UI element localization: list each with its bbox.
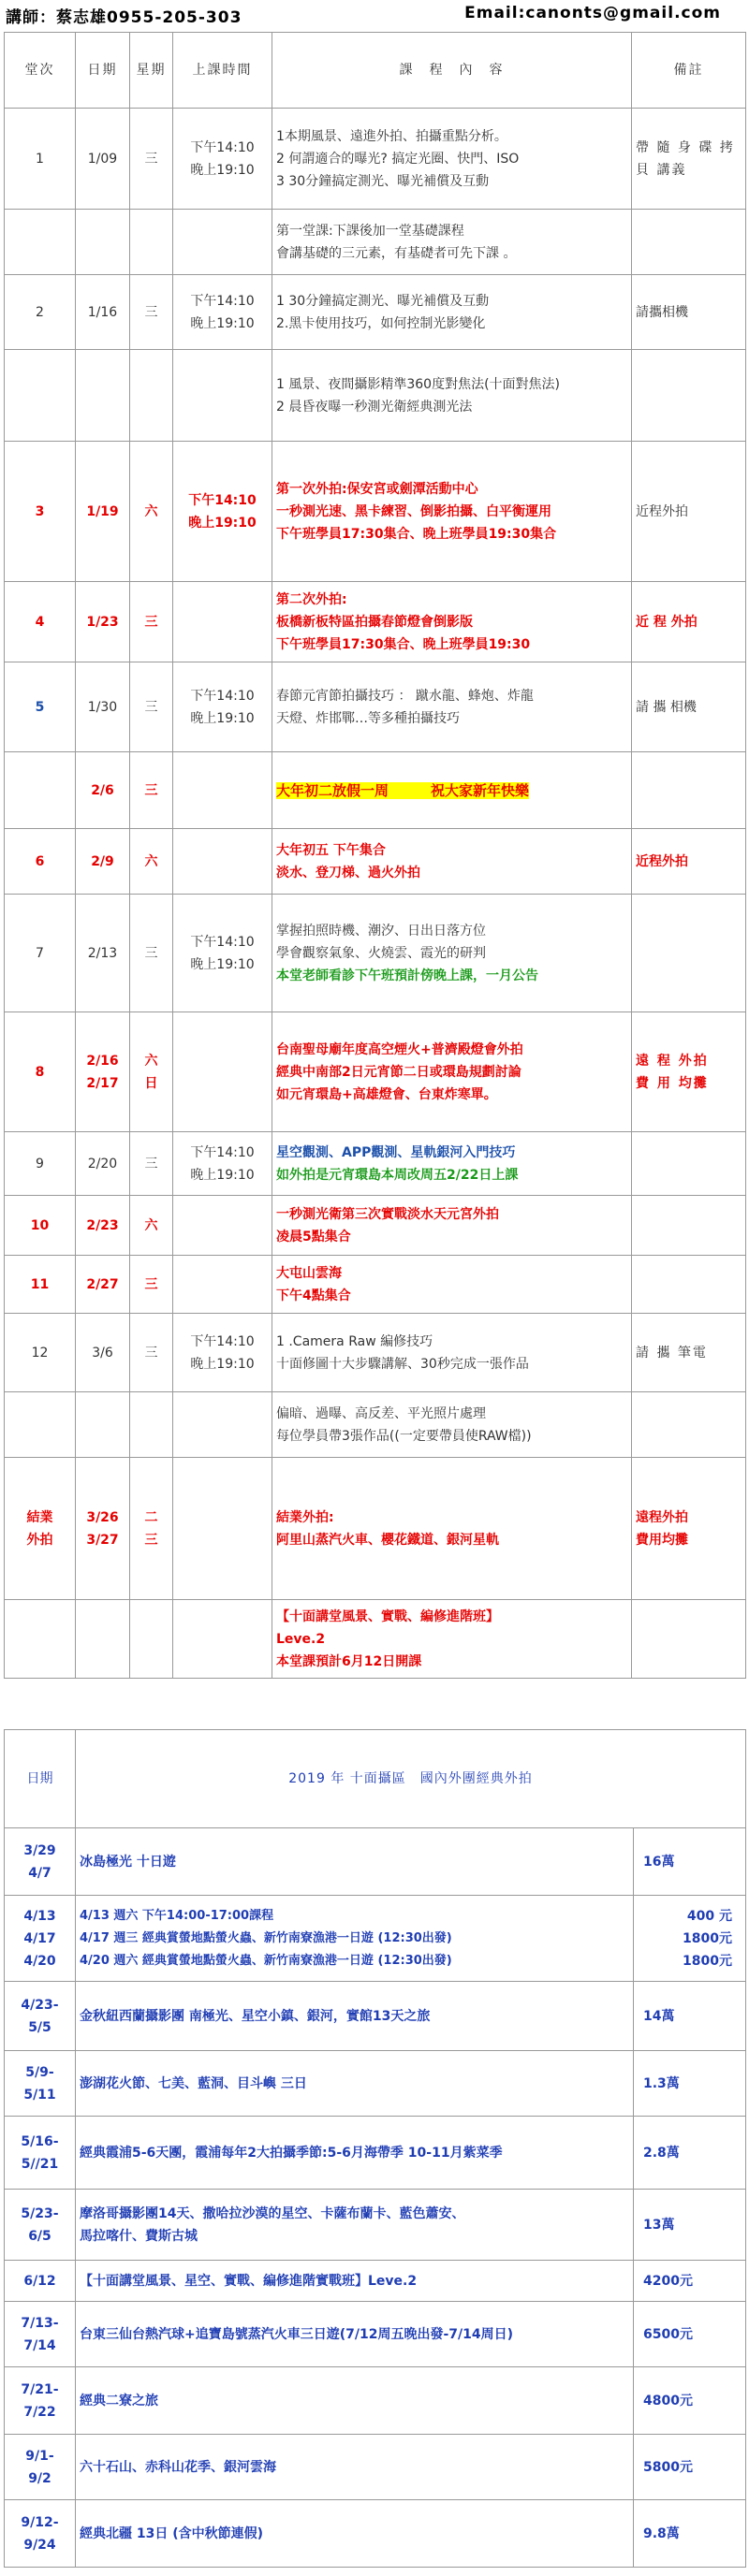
tour-price: 6500元 — [634, 2302, 746, 2367]
lesson-content: 春節元宵節拍攝技巧 ： 蹴水龍、蜂炮、炸龍 天燈、炸邯鄲…等多種拍攝技巧 — [272, 662, 632, 752]
tour-schedule-table — [4, 1729, 746, 2568]
lesson-announcement: 如外拍是元宵環島本周改周五2/22日上課 — [276, 1167, 519, 1183]
tour-date: 3/29 4/7 — [5, 1828, 76, 1896]
tour-row — [5, 2261, 746, 2302]
tour-content: 經典二寮之旅 — [76, 2367, 634, 2435]
lesson-content: 第二次外拍: 板橋新板特區拍攝春節燈會倒影版 下午班學員17:30集合、晚上班學員19:30 — [272, 582, 632, 662]
lesson-content-cell — [272, 895, 632, 1012]
holiday-notice: 大年初二放假一周 祝大家新年快樂 — [276, 781, 530, 799]
tour-price: 9.8萬 — [634, 2500, 746, 2568]
course-row — [5, 275, 746, 350]
course-row — [5, 662, 746, 752]
lesson-date: 2/20 — [76, 1132, 130, 1196]
lesson-day: 三 — [130, 275, 173, 350]
tour-date: 9/1- 9/2 — [5, 2435, 76, 2500]
lesson-content: 台南聖母廟年度高空煙火+普濟殿燈會外拍 經典中南部2日元宵節二日或環島規劃討論 如元宵環島+高雄燈會、台東炸寒單。 — [272, 1012, 632, 1132]
tour-date: 5/23- 6/5 — [5, 2190, 76, 2261]
tour-content: 金秋紐西蘭攝影團 南極光、星空小鎮、銀河，實館13天之旅 — [76, 1982, 634, 2051]
tour-price: 4200元 — [634, 2261, 746, 2302]
lesson-date: 1/23 — [76, 582, 130, 662]
lesson-note: 遠程外拍 費用均攤 — [632, 1458, 746, 1600]
lesson-date: 2/13 — [76, 895, 130, 1012]
lesson-date: 3/6 — [76, 1314, 130, 1392]
lesson-day: 三 — [130, 1314, 173, 1392]
course-row — [5, 895, 746, 1012]
course-row — [5, 582, 746, 662]
lesson-day: 三 — [130, 752, 173, 829]
tour-content: 【十面講堂風景、星空、實戰、編修進階實戰班】Leve.2 — [76, 2261, 634, 2302]
lesson-no: 8 — [5, 1012, 76, 1132]
lesson-note: 近 程 外拍 — [632, 582, 746, 662]
course-row — [5, 1012, 746, 1132]
col-content: 課 程 內 容 — [272, 33, 632, 109]
col-time: 上課時間 — [173, 33, 272, 109]
course-header-row — [5, 33, 746, 109]
tour-title: 2019 年 十面攝區 國內外團經典外拍 — [76, 1730, 746, 1828]
course-row — [5, 1196, 746, 1256]
lesson-time: 下午14:10 晚上19:10 — [173, 442, 272, 582]
lesson-no: 11 — [5, 1256, 76, 1314]
course-row — [5, 1256, 746, 1314]
lesson-no: 10 — [5, 1196, 76, 1256]
lesson-day: 三 — [130, 1132, 173, 1196]
lesson-date: 2/6 — [76, 752, 130, 829]
lesson-content: 1 .Camera Raw 編修技巧 十面修圖十大步驟講解、30秒完成一張作品 — [272, 1314, 632, 1392]
lesson-no: 5 — [5, 662, 76, 752]
lesson-content: 1本期風景、遠進外拍、拍攝重點分析。 2 何謂適合的曝光? 搞定光圈、快門、ISO 3 30分鐘搞定測光、曝光補償及互動 — [272, 109, 632, 210]
lesson-time: 下午14:10 晚上19:10 — [173, 662, 272, 752]
course-row — [5, 1458, 746, 1600]
lesson-day: 三 — [130, 662, 173, 752]
lesson-day: 六 日 — [130, 1012, 173, 1132]
lesson-day: 六 — [130, 829, 173, 895]
col-lesson: 堂次 — [5, 33, 76, 109]
tour-row — [5, 1982, 746, 2051]
lesson-content: 大屯山雲海 下午4點集合 — [272, 1256, 632, 1314]
course-row — [5, 1600, 746, 1679]
lesson-note: 請 攜 筆電 — [632, 1314, 746, 1392]
tour-date: 5/9- 5/11 — [5, 2051, 76, 2117]
lesson-note: 請 攜 相機 — [632, 662, 746, 752]
lesson-date: 2/27 — [76, 1256, 130, 1314]
lesson-note: 近程外拍 — [632, 829, 746, 895]
tour-date: 4/13 4/17 4/20 — [5, 1896, 76, 1982]
lesson-content: 掌握拍照時機、潮汐、日出日落方位 學會觀察氣象、火燒雲、霞光的研判 — [276, 923, 486, 961]
tour-price: 14萬 — [634, 1982, 746, 2051]
lesson-announcement: 本堂老師看診下午班預計傍晚上課，一月公告 — [276, 968, 538, 983]
lesson-content: 第一堂課:下課後加一堂基礎課程 會講基礎的三元素，有基礎者可先下課 。 — [272, 210, 632, 275]
lesson-content: 1 30分鐘搞定測光、曝光補償及互動 2.黑卡使用技巧，如何控制光影變化 — [272, 275, 632, 350]
course-row — [5, 1314, 746, 1392]
tour-content: 摩洛哥攝影團14天、撒哈拉沙漠的星空、卡薩布蘭卡、藍色蕭安、 馬拉喀什、費斯古城 — [76, 2190, 634, 2261]
tour-row — [5, 2302, 746, 2367]
lesson-no: 2 — [5, 275, 76, 350]
tour-row — [5, 2435, 746, 2500]
page-header — [0, 0, 749, 32]
lesson-time: 下午14:10 晚上19:10 — [173, 1314, 272, 1392]
course-row — [5, 350, 746, 442]
lesson-content: 一秒測光衛第三次實戰淡水天元宮外拍 凌晨5點集合 — [272, 1196, 632, 1256]
lesson-time: 下午14:10 晚上19:10 — [173, 275, 272, 350]
lesson-no: 結業 外拍 — [5, 1458, 76, 1600]
lesson-date: 1/16 — [76, 275, 130, 350]
course-row — [5, 109, 746, 210]
tour-content: 冰島極光 十日遊 — [76, 1828, 634, 1896]
tour-date: 5/16- 5//21 — [5, 2117, 76, 2190]
lesson-content-cell — [272, 1132, 632, 1196]
lesson-day: 三 — [130, 895, 173, 1012]
lesson-no: 3 — [5, 442, 76, 582]
lesson-date: 2/23 — [76, 1196, 130, 1256]
tour-date: 6/12 — [5, 2261, 76, 2302]
lesson-day: 三 — [130, 582, 173, 662]
lesson-note: 遠 程 外拍 費 用 均攤 — [632, 1012, 746, 1132]
lesson-no: 1 — [5, 109, 76, 210]
col-note: 備註 — [632, 33, 746, 109]
lesson-no: 12 — [5, 1314, 76, 1392]
lesson-time: 下午14:10 晚上19:10 — [173, 895, 272, 1012]
lesson-time: 下午14:10 晚上19:10 — [173, 109, 272, 210]
tour-row — [5, 2117, 746, 2190]
lesson-date: 2/9 — [76, 829, 130, 895]
tour-price: 400 元 1800元 1800元 — [634, 1896, 746, 1982]
tour-date: 7/13- 7/14 — [5, 2302, 76, 2367]
tour-content: 經典北疆 13日 (含中秋節連假) — [76, 2500, 634, 2568]
tour-row — [5, 2500, 746, 2568]
course-row — [5, 210, 746, 275]
tour-date: 7/21- 7/22 — [5, 2367, 76, 2435]
tour-price: 1.3萬 — [634, 2051, 746, 2117]
tour-title-row — [5, 1730, 746, 1828]
tour-price: 16萬 — [634, 1828, 746, 1896]
tour-price: 4800元 — [634, 2367, 746, 2435]
lesson-time: 下午14:10 晚上19:10 — [173, 1132, 272, 1196]
col-day: 星期 — [130, 33, 173, 109]
tour-content: 4/13 週六 下午14:00-17:00課程 4/17 週三 經典賞螢地點螢火蟲、新竹南寮漁港一日遊 (12:30出發) 4/20 週六 經典賞螢地點螢火蟲、新竹南寮漁港一日遊 (12:30出發) — [76, 1896, 634, 1982]
tour-row — [5, 2367, 746, 2435]
tour-content: 六十石山、赤科山花季、銀河雲海 — [76, 2435, 634, 2500]
course-row — [5, 752, 746, 829]
lesson-content: 結業外拍: 阿里山蒸汽火車、櫻花鐵道、銀河星軌 — [272, 1458, 632, 1600]
lesson-date: 2/16 2/17 — [76, 1012, 130, 1132]
course-schedule-table — [4, 32, 746, 1679]
tour-price: 13萬 — [634, 2190, 746, 2261]
tour-price: 2.8萬 — [634, 2117, 746, 2190]
lesson-day: 六 — [130, 442, 173, 582]
lesson-date: 1/19 — [76, 442, 130, 582]
lesson-note: 請攜相機 — [632, 275, 746, 350]
lesson-content: 星空觀測、APP觀測、星軌銀河入門技巧 — [276, 1144, 516, 1160]
tour-date-header: 日期 — [5, 1730, 76, 1828]
tour-row — [5, 2051, 746, 2117]
lesson-no: 6 — [5, 829, 76, 895]
tour-row — [5, 1896, 746, 1982]
lesson-content: 1 風景、夜間攝影精準360度對焦法(十面對焦法) 2 晨昏夜曝一秒測光衛經典測光法 — [272, 350, 632, 442]
lesson-note: 帶 隨 身 碟 拷 貝 講義 — [632, 109, 746, 210]
lesson-day: 六 — [130, 1196, 173, 1256]
tour-row — [5, 2190, 746, 2261]
teacher-contact: 講師：蔡志雄0955-205-303 — [6, 8, 242, 27]
lesson-note: 近程外拍 — [632, 442, 746, 582]
lesson-date: 1/09 — [76, 109, 130, 210]
tour-content: 澎湖花火節、七美、藍洞、目斗嶼 三日 — [76, 2051, 634, 2117]
lesson-date: 1/30 — [76, 662, 130, 752]
course-row — [5, 442, 746, 582]
tour-date: 9/12- 9/24 — [5, 2500, 76, 2568]
tour-price: 5800元 — [634, 2435, 746, 2500]
tour-row — [5, 1828, 746, 1896]
lesson-no: 9 — [5, 1132, 76, 1196]
lesson-day: 二 三 — [130, 1458, 173, 1600]
email-contact[interactable]: Email:canonts@gmail.com — [464, 4, 721, 22]
lesson-content: 第一次外拍:保安宮或劍潭活動中心 一秒測光速、黑卡練習、倒影拍攝、白平衡運用 下午班學員17:30集合、晚上班學員19:30集合 — [272, 442, 632, 582]
tour-content: 台東三仙台熱汽球+追寶島號蒸汽火車三日遊(7/12周五晚出發-7/14周日) — [76, 2302, 634, 2367]
course-row — [5, 829, 746, 895]
course-row — [5, 1392, 746, 1458]
lesson-no: 4 — [5, 582, 76, 662]
tour-content: 經典霞浦5-6天團，霞浦每年2大拍攝季節:5-6月海帶季 10-11月紫菜季 — [76, 2117, 634, 2190]
lesson-content: 大年初五 下午集合 淡水、登刀梯、過火外拍 — [272, 829, 632, 895]
col-date: 日期 — [76, 33, 130, 109]
lesson-content: 偏暗、過曝、高反差、平光照片處理 每位學員帶3張作品((一定要帶員使RAW檔)) — [272, 1392, 632, 1458]
lesson-day: 三 — [130, 109, 173, 210]
lesson-day: 三 — [130, 1256, 173, 1314]
tour-date: 4/23- 5/5 — [5, 1982, 76, 2051]
course-row — [5, 1132, 746, 1196]
lesson-no: 7 — [5, 895, 76, 1012]
lesson-date: 3/26 3/27 — [76, 1458, 130, 1600]
lesson-content: 【十面講堂風景、實戰、編修進階班】 Leve.2 本堂課預計6月12日開課 — [272, 1600, 632, 1679]
